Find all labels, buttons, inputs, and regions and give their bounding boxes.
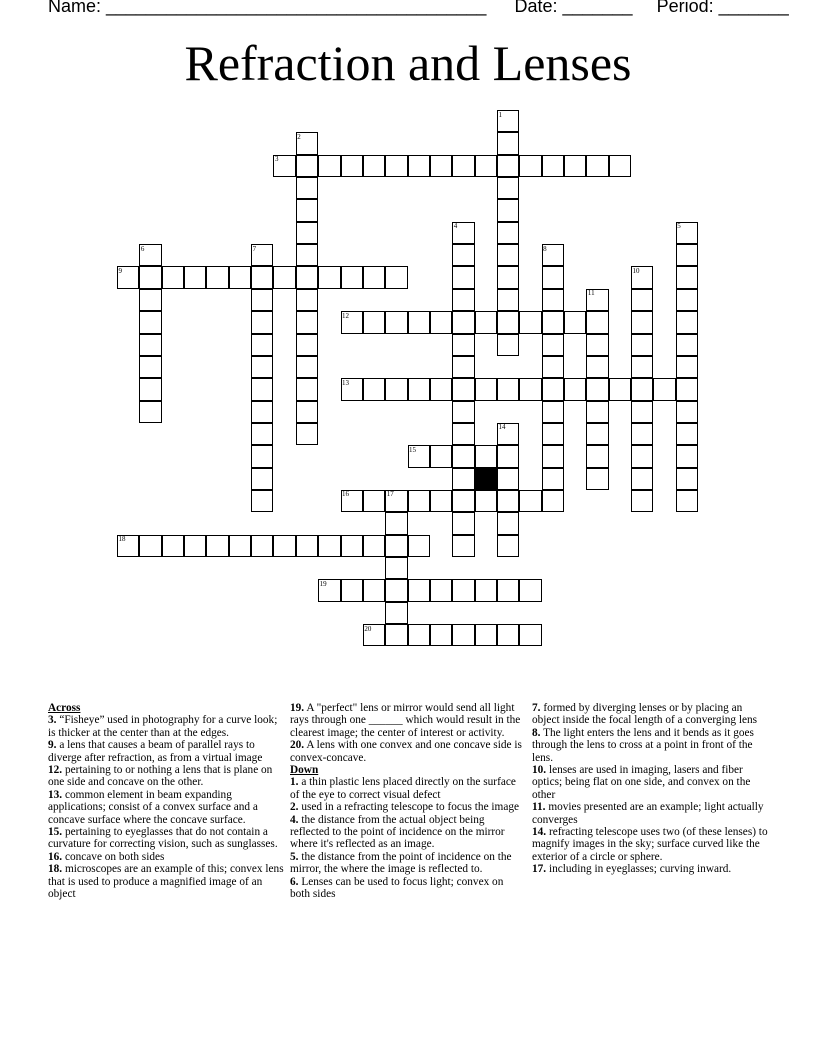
- crossword-black-cell: [475, 468, 497, 490]
- crossword-cell[interactable]: [385, 311, 407, 333]
- crossword-cell[interactable]: [452, 423, 474, 445]
- clue-down: 4. the distance from the actual object being reflected to the point of incidence on the mirror where it's reflected as an image.: [290, 813, 505, 851]
- crossword-cell[interactable]: [139, 311, 161, 333]
- crossword-cell[interactable]: [452, 535, 474, 557]
- crossword-cell[interactable]: [430, 490, 452, 512]
- crossword-cell[interactable]: [139, 401, 161, 423]
- crossword-cell[interactable]: [363, 378, 385, 400]
- crossword-cell[interactable]: [430, 311, 452, 333]
- clue-number: 15: [409, 445, 417, 454]
- clue-down: 10. lenses are used in imaging, lasers and fiber optics; being flat on one side, and convex on the other: [532, 764, 751, 801]
- crossword-cell[interactable]: [452, 334, 474, 356]
- crossword-cell[interactable]: [564, 155, 586, 177]
- crossword-cell[interactable]: [117, 266, 139, 288]
- clue-number: 2: [297, 132, 301, 141]
- crossword-cell[interactable]: [676, 311, 698, 333]
- crossword-cell[interactable]: [586, 155, 608, 177]
- crossword-cell[interactable]: [497, 378, 519, 400]
- crossword-cell[interactable]: [408, 535, 430, 557]
- crossword-cell[interactable]: [497, 132, 519, 154]
- crossword-cell[interactable]: [385, 602, 407, 624]
- crossword-cell[interactable]: [497, 244, 519, 266]
- crossword-cell[interactable]: [452, 289, 474, 311]
- crossword-cell[interactable]: [475, 155, 497, 177]
- crossword-cell[interactable]: [452, 401, 474, 423]
- crossword-cell[interactable]: [117, 535, 139, 557]
- crossword-cell[interactable]: [542, 289, 564, 311]
- crossword-cell[interactable]: [251, 490, 273, 512]
- crossword-cell[interactable]: [564, 378, 586, 400]
- crossword-cell[interactable]: [341, 378, 363, 400]
- crossword-cell[interactable]: [676, 289, 698, 311]
- crossword-cell[interactable]: [676, 401, 698, 423]
- crossword-cell[interactable]: [162, 535, 184, 557]
- clue-down: 5. the distance from the point of incidence on the mirror, the where the image is reflected to.: [290, 850, 512, 876]
- clue-across: 9. a lens that causes a beam of parallel rays to diverge after refraction, as from a virtual image: [48, 739, 263, 764]
- crossword-cell[interactable]: [296, 289, 318, 311]
- crossword-cell[interactable]: [586, 334, 608, 356]
- crossword-cell[interactable]: [631, 445, 653, 467]
- crossword-cell[interactable]: [676, 468, 698, 490]
- crossword-cell[interactable]: [452, 624, 474, 646]
- clue-down: 8. The light enters the lens and it bends as it goes through the lens to cross at a point in front of the lens.: [532, 726, 754, 764]
- crossword-cell[interactable]: [139, 356, 161, 378]
- down-heading: Down: [290, 764, 319, 777]
- crossword-cell[interactable]: [385, 579, 407, 601]
- clue-number: 1: [498, 110, 502, 119]
- clue-across: 15. pertaining to eyeglasses that do not contain a curvature for correcting vision, such as sunglasses.: [48, 826, 278, 851]
- crossword-cell[interactable]: [296, 423, 318, 445]
- crossword-cell[interactable]: [631, 334, 653, 356]
- crossword-cell[interactable]: [475, 624, 497, 646]
- crossword-cell[interactable]: [139, 334, 161, 356]
- crossword-cell[interactable]: [631, 378, 653, 400]
- crossword-cell[interactable]: [251, 289, 273, 311]
- crossword-cell[interactable]: [206, 535, 228, 557]
- clue-across: 3. “Fisheye” used in photography for a curve look; is thicker at the center than at the edges.: [48, 714, 278, 739]
- crossword-cell[interactable]: [519, 311, 541, 333]
- crossword-cell[interactable]: [139, 535, 161, 557]
- crossword-cell[interactable]: [586, 311, 608, 333]
- crossword-cell[interactable]: [497, 311, 519, 333]
- crossword-cell[interactable]: [184, 266, 206, 288]
- crossword-cell[interactable]: [139, 378, 161, 400]
- clue-number: 14: [498, 423, 506, 432]
- crossword-cell[interactable]: [497, 445, 519, 467]
- clue-down: 7. formed by diverging lenses or by placing an object inside the focal length of a converging lens: [532, 702, 758, 727]
- crossword-cell[interactable]: [430, 445, 452, 467]
- crossword-cell[interactable]: [586, 445, 608, 467]
- crossword-cell[interactable]: [452, 244, 474, 266]
- clue-number: 18: [118, 535, 126, 544]
- clue-down: 11. movies presented are an example; light actually converges: [532, 801, 764, 826]
- crossword-cell[interactable]: [475, 378, 497, 400]
- crossword-cell[interactable]: [363, 579, 385, 601]
- clue-number: 17: [386, 490, 394, 499]
- crossword-cell[interactable]: [273, 155, 295, 177]
- crossword-cell[interactable]: [631, 490, 653, 512]
- crossword-cell[interactable]: [430, 624, 452, 646]
- crossword-cell[interactable]: [497, 334, 519, 356]
- clue-across: 16. concave on both sides: [48, 850, 165, 863]
- crossword-cell[interactable]: [676, 378, 698, 400]
- crossword-cell[interactable]: [609, 155, 631, 177]
- crossword-cell[interactable]: [586, 378, 608, 400]
- crossword-cell[interactable]: [296, 132, 318, 154]
- clue-number: 13: [342, 378, 349, 387]
- crossword-cell[interactable]: [408, 490, 430, 512]
- crossword-cell[interactable]: [341, 490, 363, 512]
- crossword-cell[interactable]: [475, 490, 497, 512]
- crossword-cell[interactable]: [542, 378, 564, 400]
- crossword-cell[interactable]: [296, 334, 318, 356]
- crossword-cell[interactable]: [631, 356, 653, 378]
- crossword-cell[interactable]: [341, 155, 363, 177]
- crossword-cell[interactable]: [408, 311, 430, 333]
- crossword-cell[interactable]: [452, 468, 474, 490]
- crossword-cell[interactable]: [452, 579, 474, 601]
- clue-across: 13. common element in beam expanding applications; consist of a convex surface and a concave surface where the concave surface.: [48, 788, 258, 826]
- crossword-cell[interactable]: [296, 222, 318, 244]
- crossword-cell[interactable]: [452, 311, 474, 333]
- crossword-cell[interactable]: [229, 535, 251, 557]
- crossword-cell[interactable]: [542, 445, 564, 467]
- crossword-cell[interactable]: [206, 266, 228, 288]
- crossword-cell[interactable]: [408, 579, 430, 601]
- crossword-cell[interactable]: [452, 378, 474, 400]
- crossword-cell[interactable]: [385, 512, 407, 534]
- clue-across: 20. A lens with one convex and one concave side is convex-concave.: [290, 739, 522, 764]
- crossword-cell[interactable]: [296, 356, 318, 378]
- crossword-cell[interactable]: [430, 155, 452, 177]
- across-heading: Across: [48, 702, 81, 714]
- crossword-cell[interactable]: [542, 334, 564, 356]
- crossword-cell[interactable]: [676, 244, 698, 266]
- crossword-cell[interactable]: [497, 266, 519, 288]
- clue-across: 12. pertaining to or nothing a lens that is plane on one side and concave on the other.: [48, 764, 273, 789]
- crossword-cell[interactable]: [542, 356, 564, 378]
- crossword-cell[interactable]: [542, 311, 564, 333]
- crossword-cell[interactable]: [251, 266, 273, 288]
- crossword-cell[interactable]: [586, 356, 608, 378]
- crossword-cell[interactable]: [273, 535, 295, 557]
- crossword-cell[interactable]: [631, 423, 653, 445]
- crossword-cell[interactable]: [251, 423, 273, 445]
- crossword-cell[interactable]: [542, 155, 564, 177]
- clue-number: 6: [140, 244, 145, 253]
- crossword-cell[interactable]: [341, 311, 363, 333]
- clue-number: 9: [118, 266, 122, 275]
- crossword-cell[interactable]: [497, 535, 519, 557]
- crossword-cell[interactable]: [631, 266, 653, 288]
- crossword-cell[interactable]: [542, 244, 564, 266]
- crossword-cell[interactable]: [430, 378, 452, 400]
- crossword-cell[interactable]: [653, 378, 675, 400]
- crossword-cell[interactable]: [586, 401, 608, 423]
- crossword-cell[interactable]: [609, 378, 631, 400]
- crossword-cell[interactable]: [497, 199, 519, 221]
- crossword-cell[interactable]: [385, 557, 407, 579]
- crossword-cell[interactable]: [408, 155, 430, 177]
- crossword-cell[interactable]: [363, 311, 385, 333]
- crossword-cell[interactable]: [229, 266, 251, 288]
- clue-down: 14. refracting telescope uses two (of these lenses) to magnify images in the sky; surface curved like the exterior of a circle or sphere.: [532, 826, 768, 863]
- crossword-cell[interactable]: [162, 266, 184, 288]
- crossword-cell[interactable]: [676, 356, 698, 378]
- clue-across: 19. A "perfect" lens or mirror would send all light rays through one ______ which would result in the clearest image; the center of interest or activity.: [290, 702, 521, 739]
- crossword-cell[interactable]: [296, 378, 318, 400]
- crossword-cell[interactable]: [363, 490, 385, 512]
- crossword-cell[interactable]: [363, 624, 385, 646]
- clues-column-3: [532, 702, 768, 876]
- crossword-cell[interactable]: [251, 401, 273, 423]
- crossword-cell[interactable]: [296, 535, 318, 557]
- crossword-cell[interactable]: [542, 266, 564, 288]
- crossword-cell[interactable]: [251, 334, 273, 356]
- crossword-cell[interactable]: [385, 378, 407, 400]
- crossword-cell[interactable]: [497, 155, 519, 177]
- clue-number: 19: [319, 579, 327, 588]
- clue-number: 5: [677, 222, 681, 231]
- crossword-cell[interactable]: [497, 579, 519, 601]
- period-field[interactable]: Period: _______: [656, 0, 789, 16]
- crossword-cell[interactable]: [385, 624, 407, 646]
- crossword-cell[interactable]: [676, 490, 698, 512]
- crossword-cell[interactable]: [251, 445, 273, 467]
- clue-number: 11: [587, 289, 595, 298]
- crossword-cell[interactable]: [586, 423, 608, 445]
- crossword-cell[interactable]: [452, 155, 474, 177]
- crossword-cell[interactable]: [497, 289, 519, 311]
- date-field[interactable]: Date: _______: [514, 0, 633, 16]
- crossword-cell[interactable]: [631, 311, 653, 333]
- crossword-cell[interactable]: [676, 423, 698, 445]
- crossword-cell[interactable]: [296, 266, 318, 288]
- crossword-cell[interactable]: [251, 378, 273, 400]
- clue-down: 6. Lenses can be used to focus light; convex on both sides: [290, 875, 504, 901]
- crossword-cell[interactable]: [519, 624, 541, 646]
- crossword-cell[interactable]: [296, 311, 318, 333]
- crossword-cell[interactable]: [519, 490, 541, 512]
- crossword-cell[interactable]: [631, 401, 653, 423]
- crossword-cell[interactable]: [475, 445, 497, 467]
- crossword-cell[interactable]: [296, 401, 318, 423]
- clue-number: 10: [632, 266, 640, 275]
- crossword-cell[interactable]: [296, 244, 318, 266]
- crossword-cell[interactable]: [452, 490, 474, 512]
- clues-column-2: [290, 702, 526, 901]
- crossword-cell[interactable]: [385, 266, 407, 288]
- crossword-cell[interactable]: [296, 199, 318, 221]
- crossword-cell[interactable]: [408, 445, 430, 467]
- page-title: Refraction and Lenses: [184, 35, 632, 91]
- crossword-cell[interactable]: [273, 266, 295, 288]
- clue-across: 18. microscopes are an example of this; convex lens that is used to produce a magnified image of an object: [48, 863, 284, 901]
- crossword-cell[interactable]: [497, 490, 519, 512]
- crossword-cell[interactable]: [497, 222, 519, 244]
- crossword-cell[interactable]: [519, 579, 541, 601]
- crossword-cell[interactable]: [363, 266, 385, 288]
- crossword-cell[interactable]: [586, 289, 608, 311]
- clue-number: 16: [342, 490, 349, 499]
- crossword-cell[interactable]: [452, 512, 474, 534]
- clue-number: 7: [252, 244, 257, 253]
- crossword-cell[interactable]: [318, 155, 340, 177]
- crossword-cell[interactable]: [676, 266, 698, 288]
- clue-down: 1. a thin plastic lens placed directly on the surface of the eye to correct visual defect: [290, 776, 516, 801]
- crossword-cell[interactable]: [542, 490, 564, 512]
- crossword-cell[interactable]: [184, 535, 206, 557]
- crossword-cell[interactable]: [497, 624, 519, 646]
- crossword-cell[interactable]: [363, 535, 385, 557]
- crossword-cell[interactable]: [452, 222, 474, 244]
- crossword-cell[interactable]: [251, 535, 273, 557]
- clues-column-1: [48, 702, 284, 901]
- crossword-cell[interactable]: [139, 244, 161, 266]
- crossword-cell[interactable]: [452, 266, 474, 288]
- crossword-cell[interactable]: [676, 334, 698, 356]
- crossword-cell[interactable]: [341, 579, 363, 601]
- crossword-cell[interactable]: [251, 356, 273, 378]
- crossword-cell[interactable]: [251, 311, 273, 333]
- clue-down: 2. used in a refracting telescope to focus the image: [290, 801, 520, 814]
- crossword-cell[interactable]: [519, 155, 541, 177]
- crossword-cell[interactable]: [452, 445, 474, 467]
- crossword-cell[interactable]: [676, 445, 698, 467]
- clue-number: 8: [543, 244, 547, 253]
- crossword-cell[interactable]: [452, 356, 474, 378]
- crossword-cell[interactable]: [139, 289, 161, 311]
- clue-number: 4: [453, 222, 458, 231]
- crossword-cell[interactable]: [631, 289, 653, 311]
- crossword-cell[interactable]: [497, 423, 519, 445]
- crossword-cell[interactable]: [341, 266, 363, 288]
- crossword-cell[interactable]: [139, 266, 161, 288]
- crossword-cell[interactable]: [408, 378, 430, 400]
- crossword-cell[interactable]: [296, 177, 318, 199]
- crossword-cell[interactable]: [251, 468, 273, 490]
- crossword-cell[interactable]: [318, 579, 340, 601]
- crossword-cell[interactable]: [475, 311, 497, 333]
- crossword-cell[interactable]: [564, 311, 586, 333]
- crossword-cell[interactable]: [318, 535, 340, 557]
- clue-number: 12: [342, 311, 349, 320]
- clue-number: 3: [274, 155, 279, 164]
- crossword-cell[interactable]: [586, 468, 608, 490]
- crossword-cell[interactable]: [408, 624, 430, 646]
- crossword-cell[interactable]: [385, 155, 407, 177]
- clue-number: 20: [364, 624, 372, 633]
- crossword-cell[interactable]: [676, 222, 698, 244]
- crossword-cell[interactable]: [542, 423, 564, 445]
- crossword-cell[interactable]: [341, 535, 363, 557]
- crossword-cell[interactable]: [363, 155, 385, 177]
- clue-down: 17. including in eyeglasses; curving inward.: [532, 863, 732, 876]
- crossword-cell[interactable]: [519, 378, 541, 400]
- crossword-cell[interactable]: [475, 579, 497, 601]
- crossword-cell[interactable]: [542, 468, 564, 490]
- crossword-cell[interactable]: [296, 155, 318, 177]
- crossword-cell[interactable]: [631, 468, 653, 490]
- crossword-cell[interactable]: [497, 110, 519, 132]
- crossword-cell[interactable]: [542, 401, 564, 423]
- crossword-cell[interactable]: [430, 579, 452, 601]
- crossword-cell[interactable]: [497, 468, 519, 490]
- name-field[interactable]: Name: ______________________________________: [48, 0, 487, 16]
- crossword-cell[interactable]: [497, 177, 519, 199]
- crossword-cell[interactable]: [497, 512, 519, 534]
- crossword-cell[interactable]: [385, 535, 407, 557]
- crossword-cell[interactable]: [251, 244, 273, 266]
- crossword-cell[interactable]: [385, 490, 407, 512]
- crossword-cell[interactable]: [318, 266, 340, 288]
